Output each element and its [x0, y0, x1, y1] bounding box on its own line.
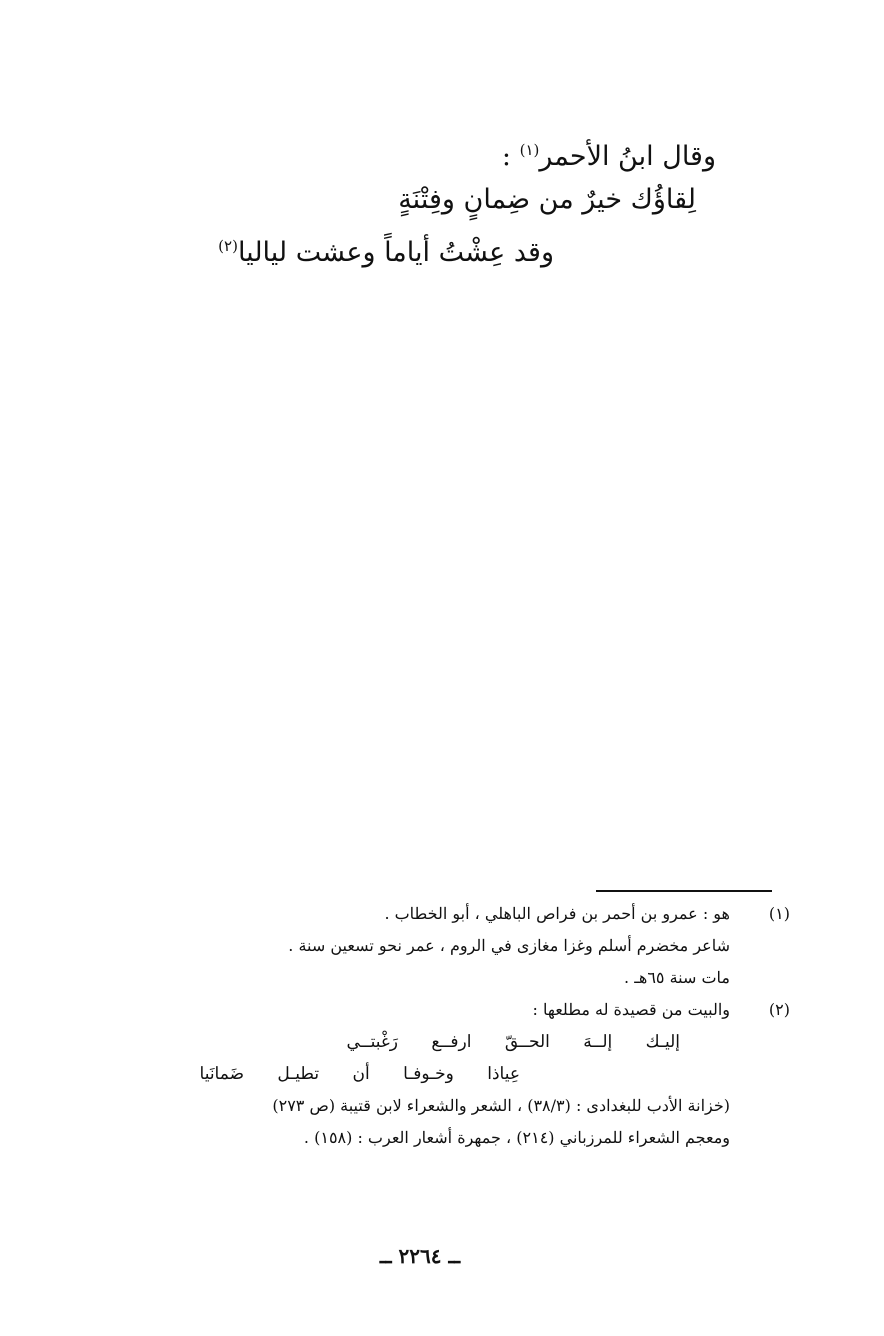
- footnotes: [100, 898, 790, 1154]
- footnote-2: [100, 994, 790, 1154]
- verse-first-hemistich: لِقاؤُك خيرٌ من ضِمانٍ وفِتْنَةٍ: [398, 184, 696, 215]
- verse-second-hemistich: [94, 226, 554, 273]
- footnote-1: [100, 898, 790, 994]
- footnote-ref-2: (٢): [218, 237, 238, 255]
- footnote-2-poem-line-a: إليـك إلــهَ الحــقّ ارفــع رَغْبتــي: [346, 1032, 680, 1052]
- footnote-1-line: هو : عمرو بن أحمر بن فراص الباهلي ، أبو الخطاب .: [384, 904, 730, 923]
- footnote-1-line: شاعر مخضرم أسلم وغزا مغازى في الروم ، عمر نحو تسعين سنة .: [288, 936, 730, 955]
- footnote-1-body: [100, 898, 730, 994]
- poem-intro-text: وقال ابنُ الأحمر: [539, 141, 716, 172]
- page-number: ــ ٢٢٦٤ ــ: [379, 1244, 461, 1268]
- poem-intro: [196, 130, 716, 177]
- footnote-2-source: ومعجم الشعراء للمرزباني (٢١٤) ، جمهرة أشعار العرب : (١٥٨) .: [303, 1128, 730, 1147]
- footnote-1-line: مات سنة ٦٥هـ .: [624, 968, 730, 987]
- footnote-2-source: (خزانة الأدب للبغدادى : (٣٨/٣) ، الشعر والشعراء لابن قتيبة (ص ٢٧٣): [272, 1096, 730, 1115]
- footnote-2-number: (٢): [768, 1000, 790, 1019]
- verse-second-text: وقد عِشْتُ أياماً وعشت لياليا: [237, 237, 554, 268]
- footnote-2-intro: والبيت من قصيدة له مطلعها :: [532, 1000, 730, 1019]
- footnote-1-number: (١): [768, 904, 790, 923]
- footnote-separator: [596, 890, 772, 892]
- footnote-2-body: [100, 994, 730, 1154]
- poem-intro-colon: :: [501, 141, 520, 172]
- footnote-ref-1: (١): [519, 141, 540, 159]
- footnote-2-poem-line-b: عِياذا وخـوفـا أن تطيـل ضَمانَيا: [199, 1064, 520, 1084]
